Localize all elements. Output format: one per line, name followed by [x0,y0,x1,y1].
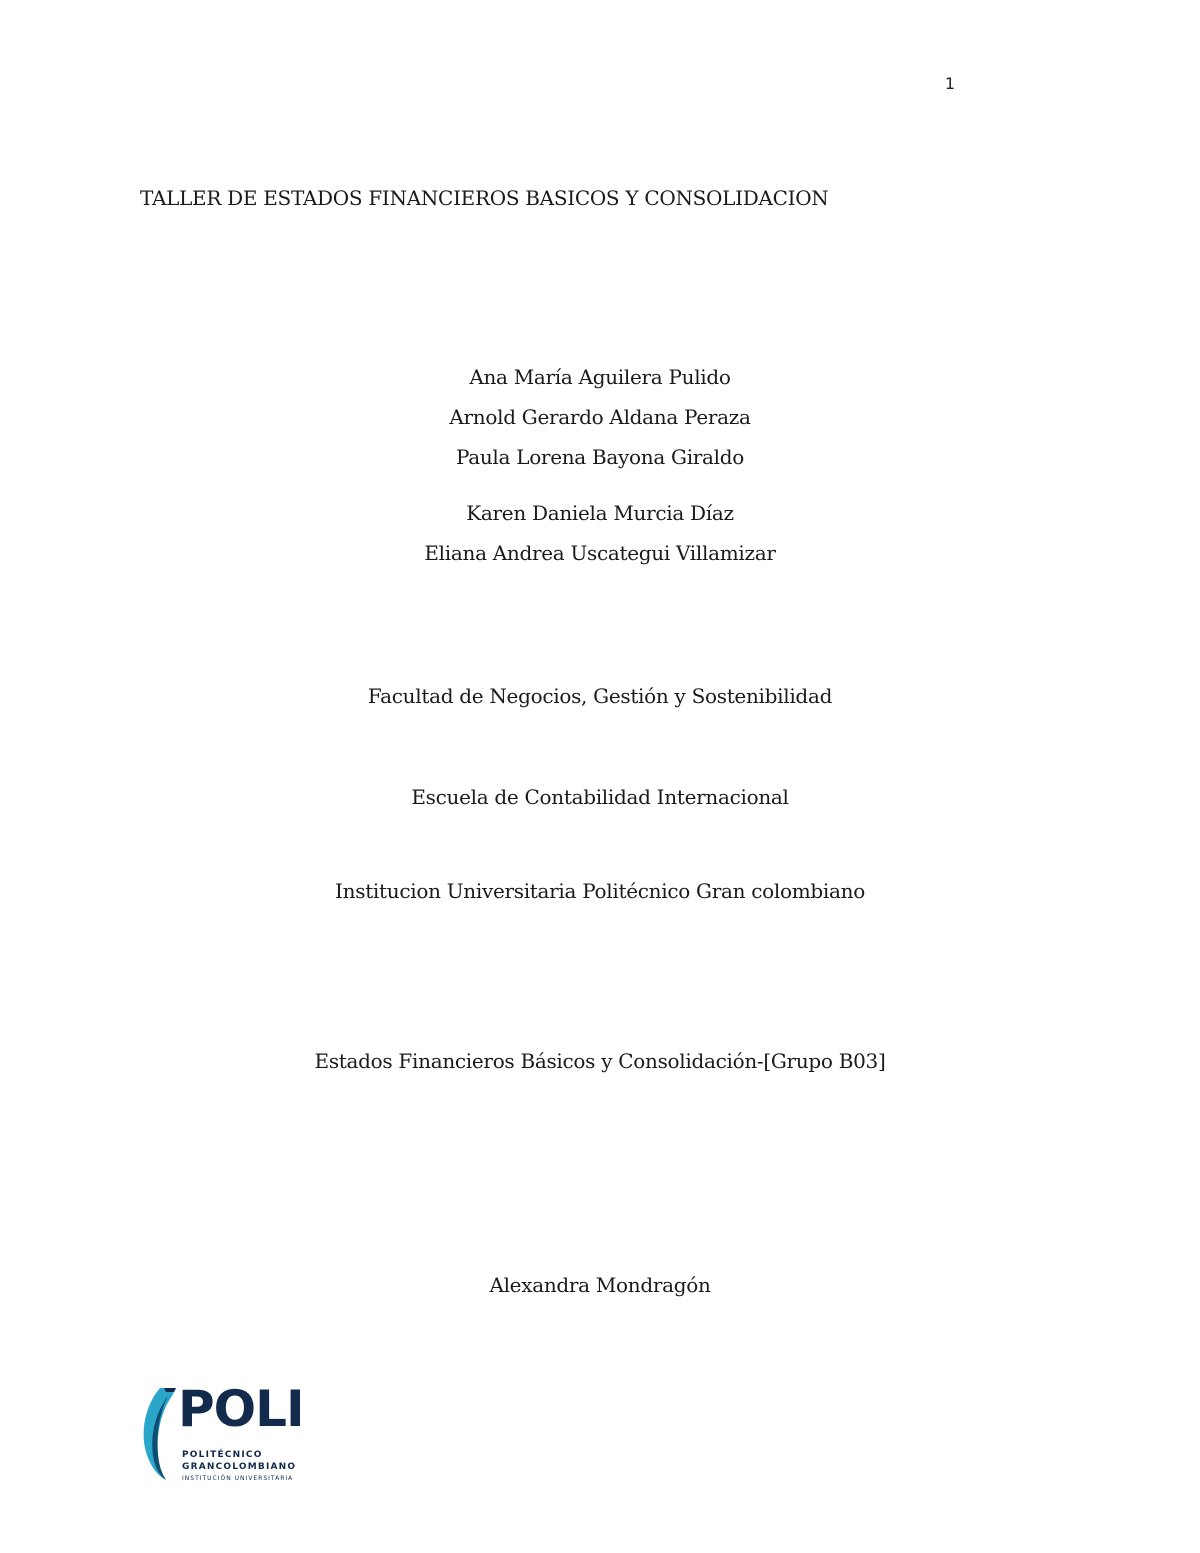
institution-name: Institucion Universitaria Politécnico Gran colombiano [335,879,865,903]
logo-line-institucion: INSTITUCIÓN UNIVERSITARIA [182,1475,294,1482]
logo-wordmark: POLI [178,1380,304,1438]
author-name: Paula Lorena Bayona Giraldo [455,445,745,469]
professor-name: Alexandra Mondragón [489,1273,711,1297]
author-name: Arnold Gerardo Aldana Peraza [449,405,751,429]
school-name: Escuela de Contabilidad Internacional [411,785,789,809]
faculty-name: Facultad de Negocios, Gestión y Sostenibilidad [367,684,833,708]
logo-line-grancolombiano: GRANCOLOMBIANO [182,1462,297,1472]
poli-swoosh-icon [138,1386,178,1482]
course-name: Estados Financieros Básicos y Consolidación-[Grupo B03] [314,1049,886,1073]
author-name: Eliana Andrea Uscategui Villamizar [424,541,776,565]
page-number: 1 [944,74,956,93]
poli-logo [138,1380,318,1490]
author-name: Ana María Aguilera Pulido [469,365,731,389]
logo-line-politecnico: POLITÉCNICO [182,1450,263,1460]
author-name: Karen Daniela Murcia Díaz [466,501,734,525]
document-title: TALLER DE ESTADOS FINANCIEROS BASICOS Y CONSOLIDACION [140,186,829,210]
author-list [0,364,1200,580]
